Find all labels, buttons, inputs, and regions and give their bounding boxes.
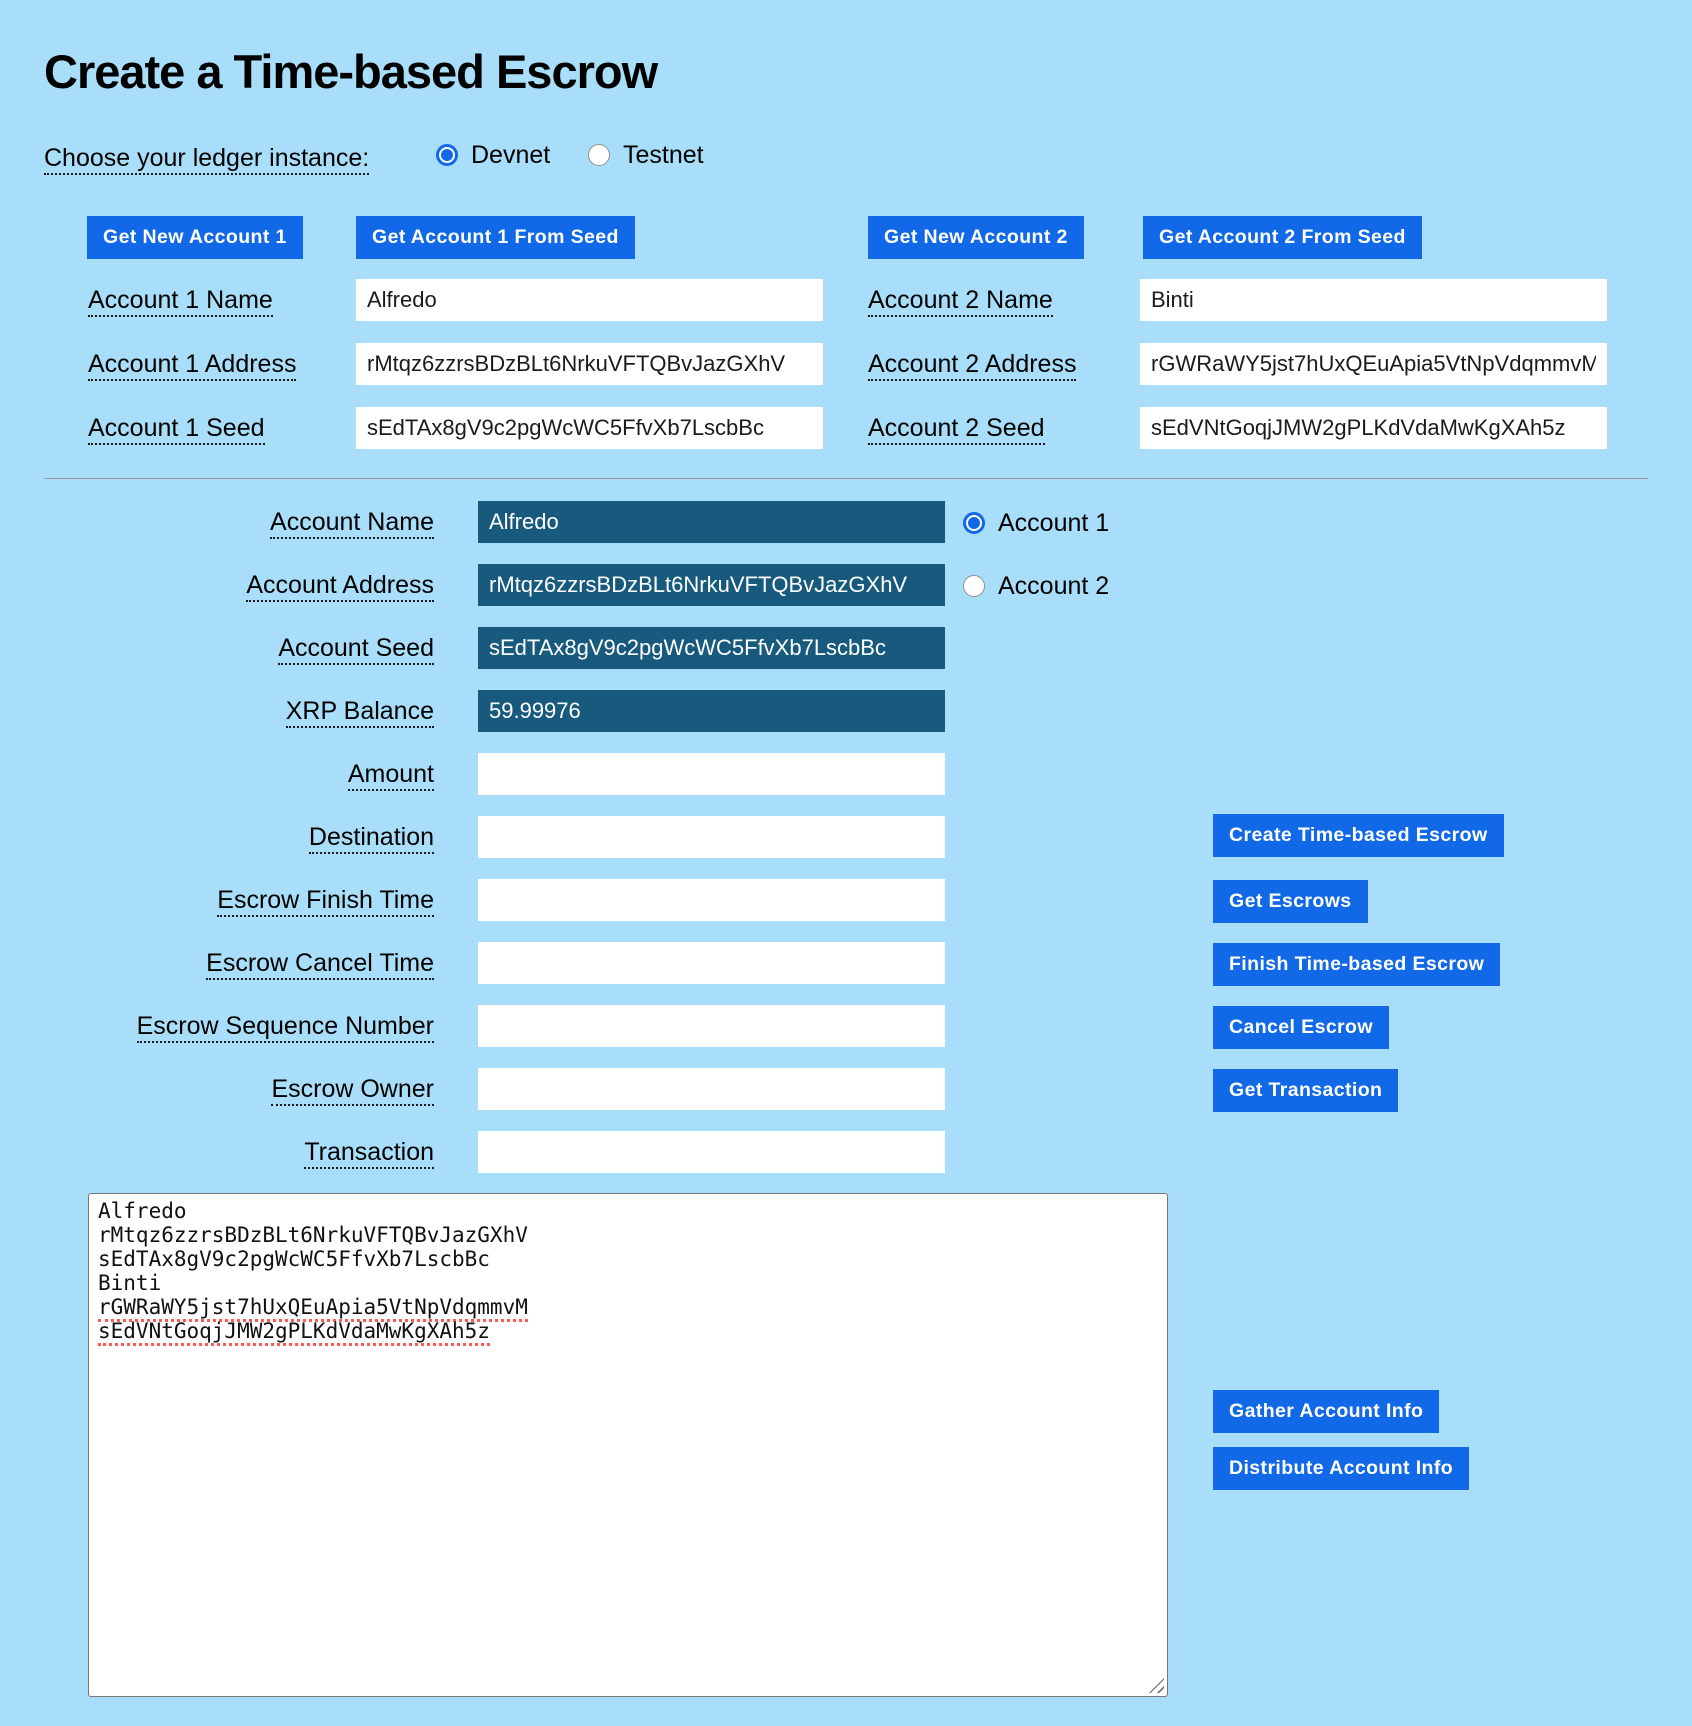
radio-devnet-icon: [436, 144, 458, 166]
xrp-balance-input[interactable]: [478, 690, 945, 732]
results-line: sEdTAx8gV9c2pgWcWC5FfvXb7LscbBc: [98, 1247, 490, 1271]
results-line: sEdVNtGoqjJMW2gPLKdVdaMwKgXAh5z: [98, 1319, 1158, 1343]
account-address-label: Account Address: [64, 564, 434, 606]
account2-name-input[interactable]: [1140, 279, 1607, 321]
results-line: Alfredo: [98, 1199, 187, 1223]
escrow-owner-input[interactable]: [478, 1068, 945, 1110]
section-divider: [44, 478, 1648, 479]
account1-address-input[interactable]: [356, 343, 823, 385]
account2-seed-input[interactable]: [1140, 407, 1607, 449]
destination-input[interactable]: [478, 816, 945, 858]
account2-seed-label: Account 2 Seed: [868, 407, 1045, 449]
radio-account-1[interactable]: [963, 509, 1109, 537]
radio-devnet[interactable]: [436, 141, 550, 169]
radio-account-1-icon: [963, 512, 985, 534]
get-escrows-button[interactable]: Get Escrows: [1213, 880, 1368, 923]
results-textarea[interactable]: [88, 1193, 1168, 1697]
account1-name-label: Account 1 Name: [88, 279, 273, 321]
account-address-input[interactable]: [478, 564, 945, 606]
finish-time-based-escrow-button[interactable]: Finish Time-based Escrow: [1213, 943, 1500, 986]
escrow-sequence-number-label: Escrow Sequence Number: [64, 1005, 434, 1047]
escrow-cancel-time-label: Escrow Cancel Time: [64, 942, 434, 984]
account1-seed-label: Account 1 Seed: [88, 407, 265, 449]
radio-devnet-label: Devnet: [471, 141, 551, 169]
account-seed-input[interactable]: [478, 627, 945, 669]
results-line: rMtqz6zzrsBDzBLt6NrkuVFTQBvJazGXhV: [98, 1223, 528, 1247]
transaction-input[interactable]: [478, 1131, 945, 1173]
account-name-label: Account Name: [64, 501, 434, 543]
get-account-1-from-seed-button[interactable]: Get Account 1 From Seed: [356, 216, 635, 259]
transaction-label: Transaction: [64, 1131, 434, 1173]
escrow-cancel-time-input[interactable]: [478, 942, 945, 984]
get-account-2-from-seed-button[interactable]: Get Account 2 From Seed: [1143, 216, 1422, 259]
account1-name-input[interactable]: [356, 279, 823, 321]
account1-address-label: Account 1 Address: [88, 343, 296, 385]
account-name-input[interactable]: [478, 501, 945, 543]
radio-testnet-icon: [588, 144, 610, 166]
escrow-owner-label: Escrow Owner: [64, 1068, 434, 1110]
gather-account-info-button[interactable]: Gather Account Info: [1213, 1390, 1439, 1433]
xrp-balance-label: XRP Balance: [64, 690, 434, 732]
amount-input[interactable]: [478, 753, 945, 795]
results-line: rGWRaWY5jst7hUxQEuApia5VtNpVdqmmvM: [98, 1295, 1158, 1319]
radio-account-2-icon: [963, 575, 985, 597]
radio-account-2-label: Account 2: [998, 572, 1110, 600]
create-time-based-escrow-button[interactable]: Create Time-based Escrow: [1213, 814, 1504, 857]
escrow-sequence-number-input[interactable]: [478, 1005, 945, 1047]
radio-testnet-label: Testnet: [623, 141, 704, 169]
account2-address-input[interactable]: [1140, 343, 1607, 385]
radio-account-1-label: Account 1: [998, 509, 1110, 537]
account2-name-label: Account 2 Name: [868, 279, 1053, 321]
radio-account-2[interactable]: [963, 572, 1109, 600]
account2-address-label: Account 2 Address: [868, 343, 1076, 385]
get-new-account-2-button[interactable]: Get New Account 2: [868, 216, 1084, 259]
escrow-finish-time-label: Escrow Finish Time: [64, 879, 434, 921]
ledger-instance-label: Choose your ledger instance:: [44, 143, 369, 175]
resize-handle-icon[interactable]: [1149, 1678, 1164, 1693]
account1-seed-input[interactable]: [356, 407, 823, 449]
distribute-account-info-button[interactable]: Distribute Account Info: [1213, 1447, 1469, 1490]
cancel-escrow-button[interactable]: Cancel Escrow: [1213, 1006, 1389, 1049]
results-line: Binti: [98, 1271, 162, 1295]
get-new-account-1-button[interactable]: Get New Account 1: [87, 216, 303, 259]
account-seed-label: Account Seed: [64, 627, 434, 669]
page-title: Create a Time-based Escrow: [44, 45, 658, 98]
radio-testnet[interactable]: [588, 141, 704, 169]
get-transaction-button[interactable]: Get Transaction: [1213, 1069, 1398, 1112]
escrow-finish-time-input[interactable]: [478, 879, 945, 921]
amount-label: Amount: [64, 753, 434, 795]
destination-label: Destination: [64, 816, 434, 858]
